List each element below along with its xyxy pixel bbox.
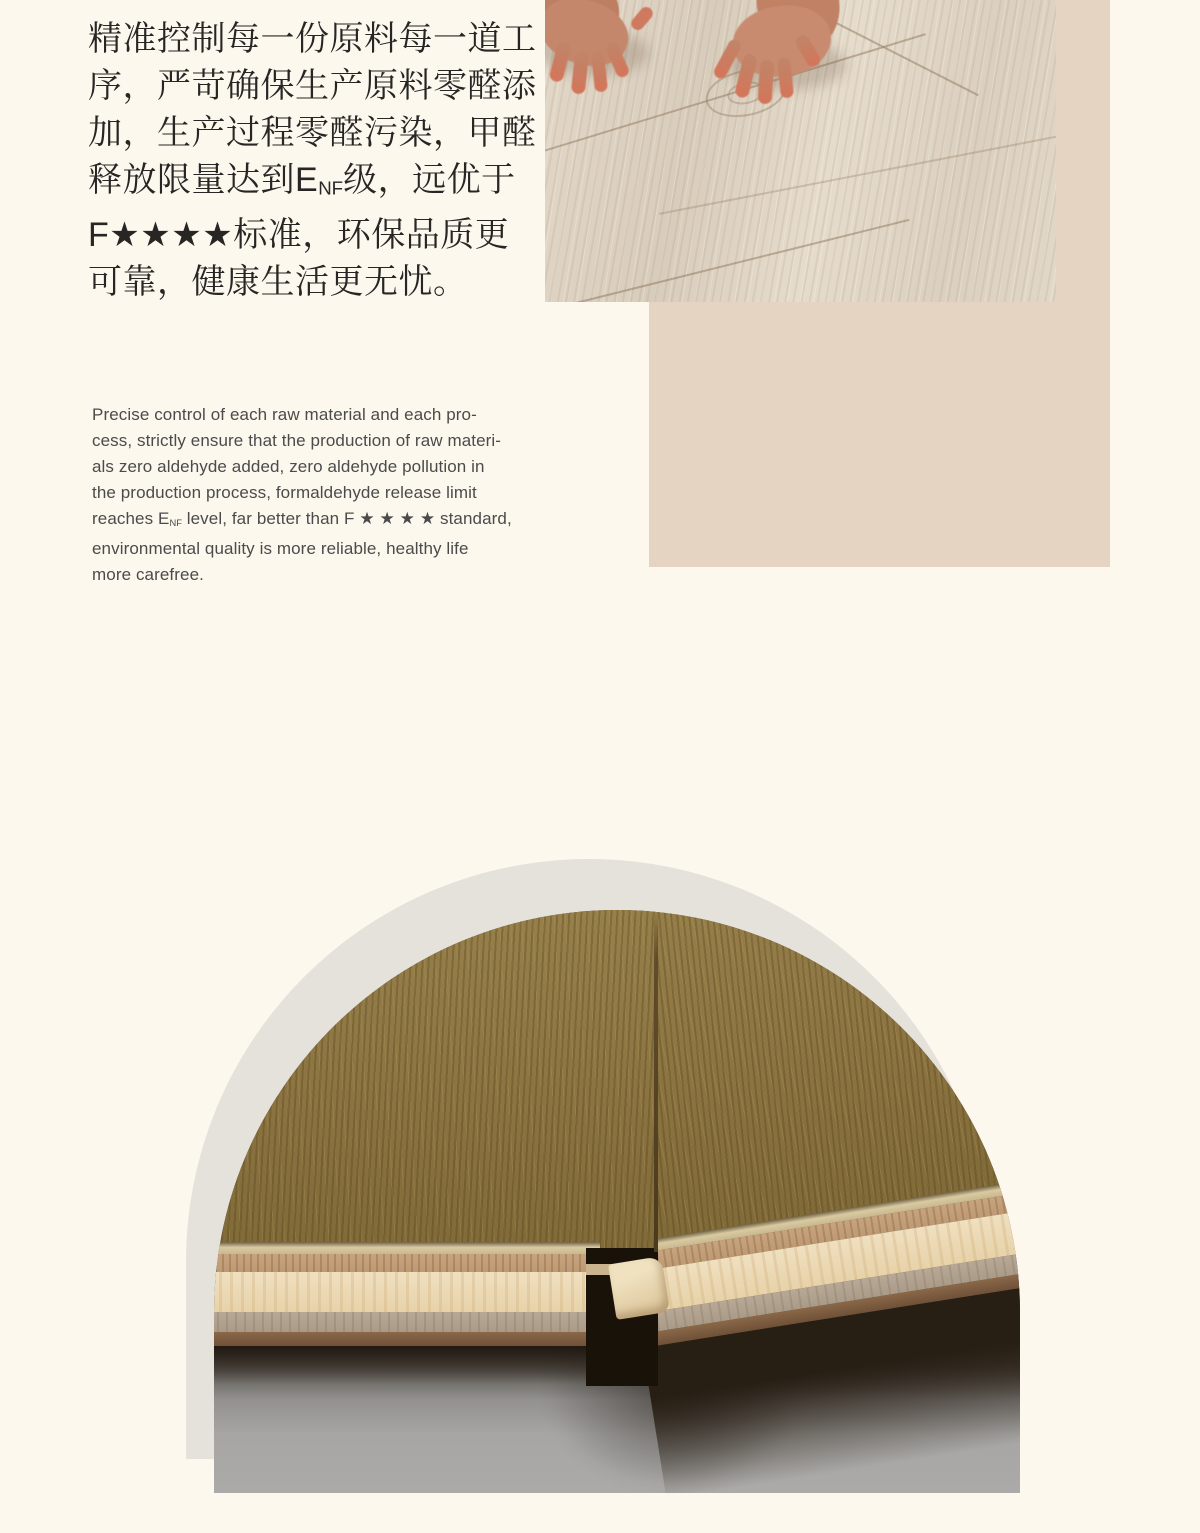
text-line: more carefree. — [92, 564, 204, 584]
baby-finger — [757, 60, 774, 105]
intro-paragraph-zh — [88, 16, 556, 306]
text-line: 精准控制每一份原料每一道工 — [88, 20, 537, 58]
plank-shadow — [214, 1346, 591, 1384]
text-line — [88, 157, 556, 212]
click-lock-hook — [608, 1256, 670, 1320]
text-segment: 级，远优于 — [343, 161, 516, 199]
text-line: 序，严苛确保生产原料零醛添 — [88, 67, 537, 105]
plank-surface-veneer — [214, 910, 658, 1254]
floor-plank-seam — [659, 123, 1056, 215]
floor-plank-seam — [835, 22, 978, 96]
text-line: environmental quality is more reliable, healthy life — [92, 538, 469, 558]
text-line: the production process, formaldehyde release limit — [92, 483, 477, 502]
baby-right-hand — [545, 0, 845, 120]
text-segment: reaches E — [92, 509, 170, 528]
plank-layer-backing — [214, 1332, 591, 1346]
text-segment: level, far better than F ★ ★ ★ ★ standard, — [181, 509, 512, 528]
plank-joint-seam — [654, 910, 658, 1252]
text-line: cess, strictly ensure that the production of raw materi- — [92, 431, 502, 450]
baby-hands-on-floor-photo — [545, 0, 1056, 302]
text-line — [92, 506, 542, 536]
plank-edge-chamfer — [214, 1242, 600, 1254]
text-line: 可靠，健康生活更无忧。 — [88, 262, 468, 301]
text-line: als zero aldehyde added, zero aldehyde pollution in — [92, 457, 485, 476]
enf-subscript: NF — [169, 517, 182, 528]
text-segment: 释放限量达到E — [88, 161, 319, 199]
floor-plank-seam — [545, 219, 909, 302]
intro-paragraph-en — [92, 402, 542, 588]
text-line: 加，生产过程零醛污染，甲醛 — [88, 114, 537, 152]
plank-layer-core — [214, 1272, 594, 1312]
text-line: F★★★★标准，环保品质更 — [88, 215, 510, 254]
plank-layer-base — [214, 1312, 592, 1332]
text-line: Precise control of each raw material and each pro- — [92, 405, 477, 424]
plank-layer-plywood — [214, 1254, 596, 1272]
enf-subscript: NF — [318, 177, 344, 199]
plank-cross-section-photo — [214, 910, 1020, 1493]
